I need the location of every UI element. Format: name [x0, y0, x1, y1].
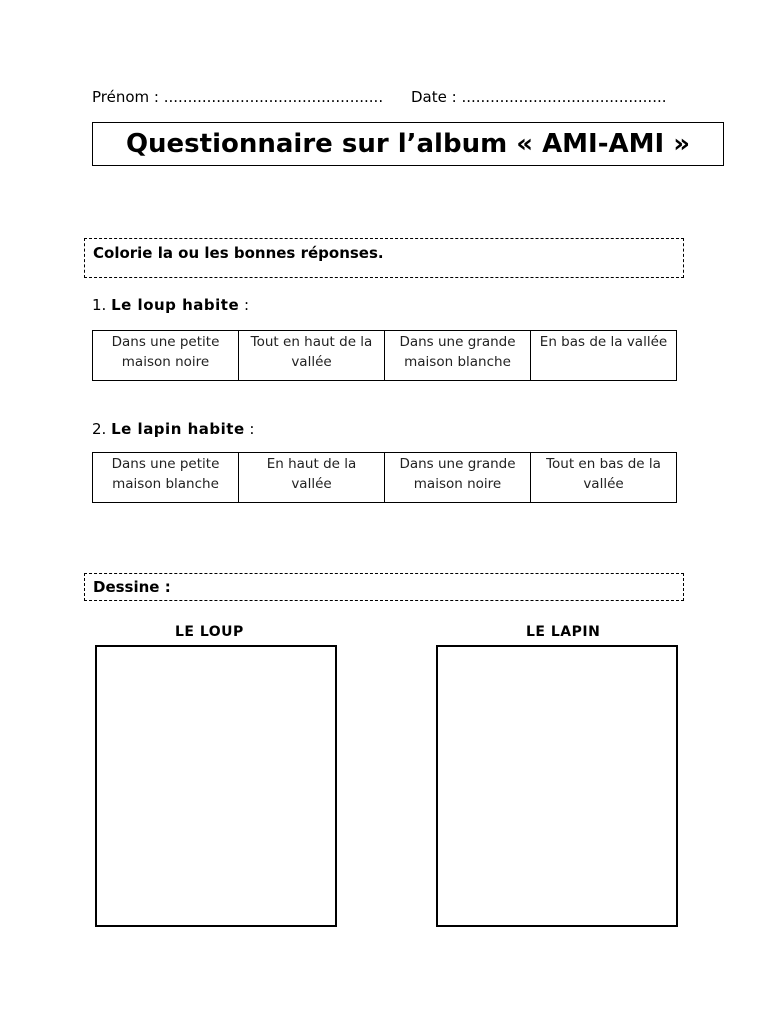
question-2-answers — [92, 452, 677, 503]
question-2 — [92, 420, 254, 438]
question-1-number: 1. — [92, 296, 107, 314]
answer-cell[interactable]: En haut de la vallée — [239, 453, 385, 503]
question-1-colon: : — [243, 296, 249, 314]
instruction-dessine — [84, 573, 684, 601]
loup-drawing-box[interactable] — [95, 645, 337, 927]
answer-cell[interactable]: Dans une petite maison blanche — [93, 453, 239, 503]
date-label: Date : — [411, 88, 457, 106]
answer-cell[interactable]: Dans une grande maison blanche — [385, 331, 531, 381]
answer-cell[interactable]: Tout en haut de la vallée — [239, 331, 385, 381]
question-2-label: Le lapin habite — [111, 420, 245, 438]
date-field[interactable]: ........................................... — [461, 88, 667, 106]
instruction-colorie-text: Colorie la ou les bonnes réponses. — [93, 244, 384, 262]
prenom-line — [92, 88, 383, 106]
answer-cell[interactable]: Dans une petite maison noire — [93, 331, 239, 381]
instruction-dessine-text: Dessine : — [93, 578, 171, 596]
instruction-colorie — [84, 238, 684, 278]
question-1-answers — [92, 330, 677, 381]
lapin-label: LE LAPIN — [526, 624, 601, 640]
answer-cell[interactable]: Dans une grande maison noire — [385, 453, 531, 503]
question-2-colon: : — [249, 420, 255, 438]
loup-label: LE LOUP — [175, 624, 244, 640]
question-1-label: Le loup habite — [111, 296, 240, 314]
question-1 — [92, 296, 249, 314]
title-text: Questionnaire sur l’album « AMI-AMI » — [125, 129, 691, 159]
lapin-drawing-box[interactable] — [436, 645, 678, 927]
date-line — [411, 88, 667, 106]
prenom-field[interactable]: .............................................. — [163, 88, 384, 106]
answer-cell[interactable]: Tout en bas de la vallée — [531, 453, 677, 503]
prenom-label: Prénom : — [92, 88, 159, 106]
question-2-number: 2. — [92, 420, 107, 438]
worksheet-title — [92, 122, 724, 166]
answer-cell[interactable]: En bas de la vallée — [531, 331, 677, 381]
